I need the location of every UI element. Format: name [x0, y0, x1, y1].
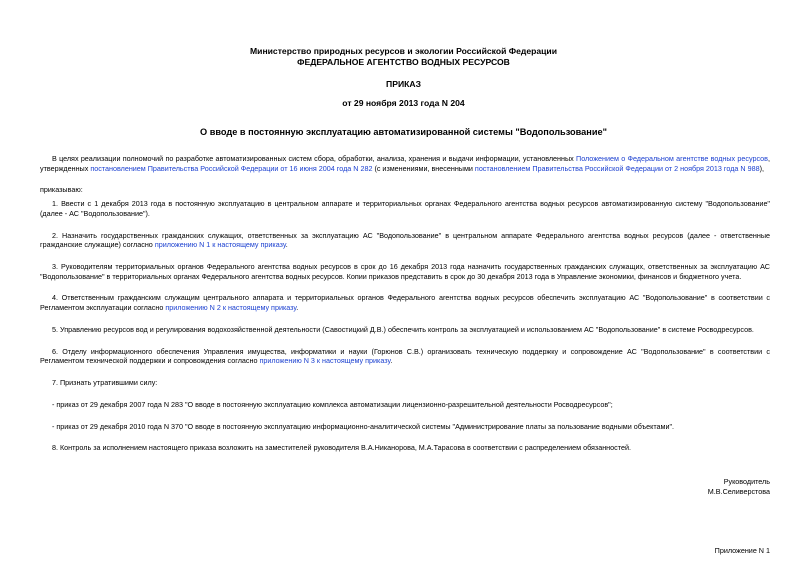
item-7b: - приказ от 29 декабря 2010 года N 370 "О вводе в постоянную эксплуатацию информационно-аналитической системы "Администрирование платы за пользование водными объектами". — [52, 421, 675, 431]
appendix-heading: Приложение N 1 — [714, 546, 770, 555]
item-5: 5. Управлению ресурсов вод и регулирования водохозяйственной деятельности (Савостицкий Д.В.) обеспечить контроль за эксплуатацией и использованием АС "Водопользование" в системе Росводресурсов. — [52, 324, 754, 334]
intro-paragraph: В целях реализации полномочий по разработке автоматизированных систем сбора, обработки, анализа, хранения и выдачи информации, установленных Положением о Федеральном агентстве водных ресурсов, утвержденных постановлением Правительства Российской Федерации от 16 июня 2004 года N 282 (с изменениями, внесенными постановлением Правительства Российской Федерации от 2 ноября 2013 года N 988), — [40, 154, 771, 173]
item-6: 6. Отделу информационного обеспечения Управления имущества, информатики и науки (Горюнов С.В.) организовать техническую поддержку и сопровождение АС "Водопользование" в соответствии с Регламентом технической поддержки и сопровождения согласно приложению N 3 к настоящему приказу. — [40, 346, 770, 366]
document-title: О вводе в постоянную эксплуатацию автоматизированной системы "Водопользование" — [200, 127, 607, 137]
item-4: 4. Ответственным гражданским служащим центрального аппарата и территориальных органов Федерального агентства водных ресурсов обеспечить эксплуатацию АС "Водопользование" в соответствии с Регламентом эксплуатации согласно приложению N 2 к настоящему приказу. — [40, 293, 770, 313]
document-body — [40, 154, 770, 465]
appendix-1-link[interactable]: приложению N 1 к настоящему приказу — [154, 240, 286, 250]
document-header — [0, 46, 807, 68]
item-8: 8. Контроль за исполнением настоящего приказа возложить на заместителей руководителя В.А.Никанорова, М.А.Тарасова в соответствии с распределением обязанностей. — [52, 443, 631, 453]
item-7: 7. Признать утратившими силу: — [52, 378, 158, 388]
appendix-2-link[interactable]: приложению N 2 к настоящему приказу — [165, 303, 297, 313]
signer-name: М.В.Селиверстова — [707, 487, 770, 496]
agency-name: ФЕДЕРАЛЬНОЕ АГЕНТСТВО ВОДНЫХ РЕСУРСОВ — [297, 57, 510, 67]
regulation-link[interactable]: Положением о Федеральном агентстве водных ресурсов — [576, 154, 769, 163]
signature-block — [708, 477, 770, 497]
item-3: 3. Руководителям территориальных органов Федерального агентства водных ресурсов в срок до 16 декабря 2013 года назначить государственных гражданских служащих, ответственных за эксплуатацию АС "Водопользование" в территориальных органах Федерального агентства водных ресурсов. Копии приказов представить в срок до 30 декабря 2013 года в Управление экономики, финансов и бюджетного учета. — [40, 262, 770, 281]
appendix-3-link[interactable]: приложению N 3 к настоящему приказу — [259, 356, 391, 366]
item-2: 2. Назначить государственных гражданских служащих, ответственных за эксплуатацию АС "Водопользование" в центральном аппарате Федерального агентства водных ресурсов (далее - ответственные гражданские служащие) согласно приложению N 1 к настоящему приказу. — [40, 230, 770, 250]
resolution-988-link[interactable]: постановлением Правительства Российской Федерации от 2 ноября 2013 года N 988 — [474, 163, 760, 173]
ministry-name: Министерство природных ресурсов и экологии Российской Федерации — [250, 46, 557, 56]
order-label: ПРИКАЗ — [386, 79, 421, 89]
signer-role: Руководитель — [723, 477, 770, 486]
item-1: 1. Ввести с 1 декабря 2013 года в постоянную эксплуатацию в центральном аппарате и территориальных органах Федерального агентства водных ресурсов автоматизированную систему "Водопользование" (далее - АС "Водопользование"). — [40, 199, 770, 218]
ordering-word: приказываю: — [40, 185, 83, 195]
resolution-282-link[interactable]: постановлением Правительства Российской Федерации от 16 июня 2004 года N 282 — [90, 163, 373, 173]
order-date: от 29 ноября 2013 года N 204 — [342, 98, 465, 108]
item-7a: - приказ от 29 декабря 2007 года N 283 "О вводе в постоянную эксплуатацию комплекса автоматизации лицензионно-разрешительной деятельности Росводресурсов"; — [52, 399, 613, 409]
